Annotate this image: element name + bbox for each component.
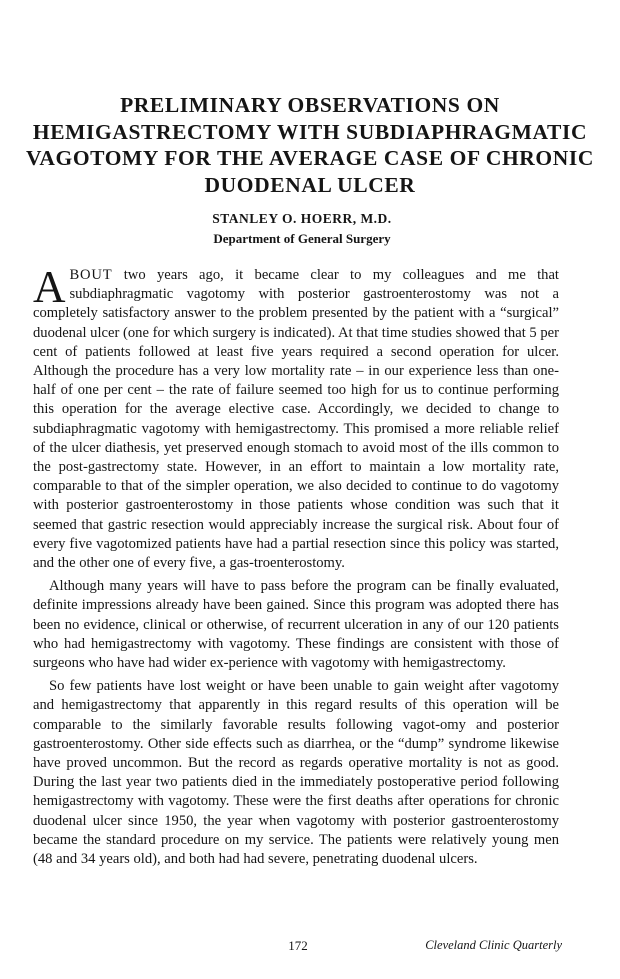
title-line: VAGOTOMY FOR THE AVERAGE CASE OF CHRONIC	[26, 146, 594, 170]
journal-name: Cleveland Clinic Quarterly	[425, 938, 562, 952]
author-name: STANLEY O. HOERR, M.D.	[212, 211, 392, 226]
paragraph: Although many years will have to pass before the program can be finally evaluated, definite impressions already have been gained. Since this program was adopted there has been no evidence, clinical or otherwise, of recurrent ulceration in any of our 120 patients who had hemigastrectomy with vagotomy. These findings are consistent with those of surgeons who have had wider ex-perience with vagotomy with hemigastrectomy.	[33, 578, 559, 672]
drop-cap: A	[33, 262, 66, 312]
paragraph-text: two years ago, it became clear to my colleagues and me that subdiaphragmatic vagotomy with posterior gastroenterostomy was not a completely satisfactory answer to the problem presented by the patient with a “surgical” duodenal ulcer (one for which surgery is indicated). At that time studies showed that 5 per cent of patients followed at least five years required a second operation for ulcer. Although the procedure has a very low mortality rate – in our experience less than one-half of one per cent – the rate of failure seemed too high for us to continue performing this operation for the average elective case. Accordingly, we decided to change to subdiaphragmatic vagotomy with hemigastrectomy. This promised a more reliable relief of the ulcer diathesis, yet preserved enough stomach to avoid most of the ills common to the post-gastrectomy state. However, in an effort to maintain a low mortality rate, comparable to that of the simpler operation, we also decided to continue to do vagotomy with posterior gastroenterostomy in those patients whose condition was such that it seemed that gastric resection would appreciably increase the surgical risk. About four of every five vagotomized patients have had a partial resection since this policy was started, and the other one of every five, a gas-troenterostomy.	[33, 267, 559, 572]
first-word: BOUT	[69, 267, 113, 283]
title-line: PRELIMINARY OBSERVATIONS ON	[120, 93, 500, 117]
paragraph: So few patients have lost weight or have been unable to gain weight after vagotomy and hemigastrectomy that apparently in this regard results of this operation will be comparable to the similarly favorable results following vagot-omy and posterior gastroenterostomy. Other side effects such as diarrhea, or the “dump” syndrome likewise have proved uncommon. But the record as regards operative mortality is not as good. During the last year two patients died in the immediately postoperative period following hemigastrectomy with vagotomy. These were the first deaths after operations for chronic duodenal ulcer since 1950, the year when vagotomy with posterior gastroenterostomy became the standard procedure on my service. The patients were relatively young men (48 and 34 years old), and both had had severe, penetrating duodenal ulcers.	[33, 678, 559, 868]
article-title	[20, 92, 600, 198]
author-department: Department of General Surgery	[213, 231, 391, 246]
article-body	[33, 262, 559, 869]
page-number: 172	[288, 938, 308, 953]
title-line: HEMIGASTRECTOMY WITH SUBDIAPHRAGMATIC	[32, 119, 588, 144]
title-line: DUODENAL ULCER	[204, 172, 416, 197]
paragraph	[33, 262, 559, 573]
